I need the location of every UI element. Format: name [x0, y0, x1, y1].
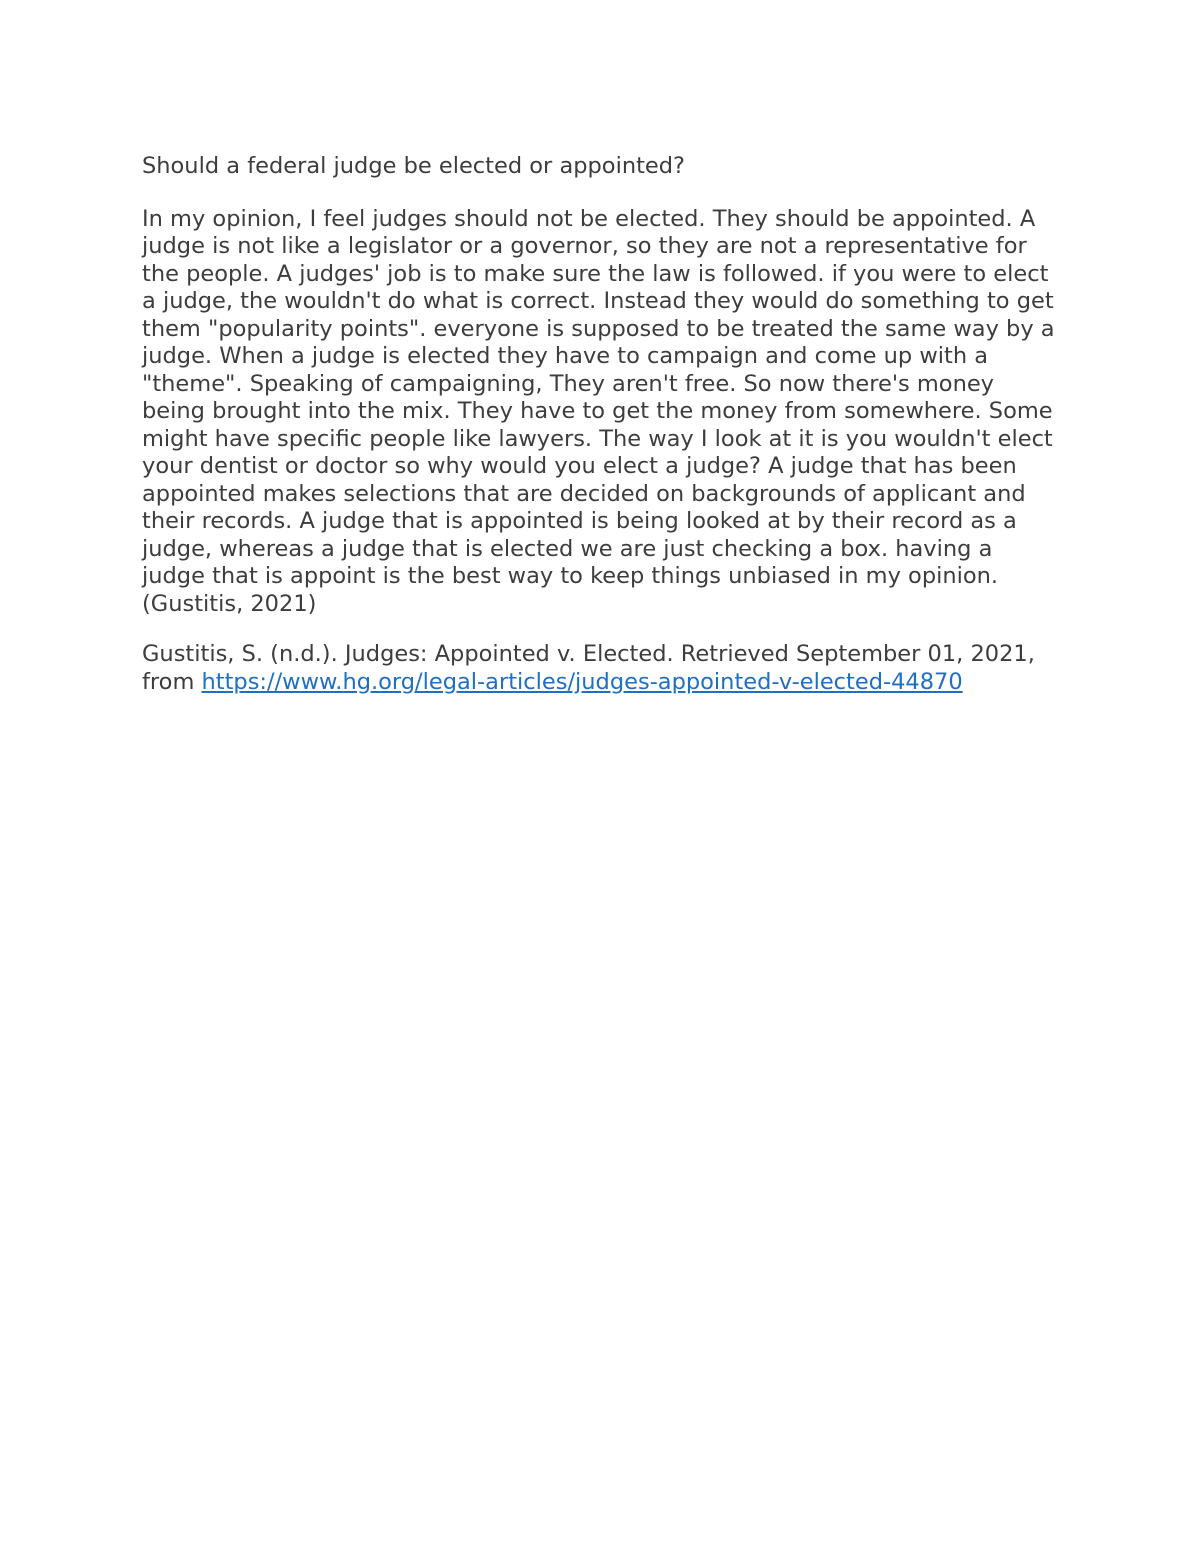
reference-text: Gustitis, S. (n.d.). Judges: Appointed v. Elected. Retrieved September 01, 2021, from — [142, 641, 1035, 695]
reference-link[interactable]: https://www.hg.org/legal-articles/judges-appointed-v-elected-44870 — [201, 668, 963, 695]
document-title: Should a federal judge be elected or appointed? — [142, 153, 685, 179]
body-paragraph: In my opinion, I feel judges should not be elected. They should be appointed. A judge is not like a legislator or a governor, so they are not a representative for the people. A judges' job is to make sure the law is followed. if you were to elect a judge, the wouldn't do what is correct. Instead they would do something to get them "popularity points". everyone is supposed to be treated the same way by a judge. When a judge is elected they have to campaign and come up with a "theme". Speaking of campaigning, They aren't free. So now there's money being brought into the mix. They have to get the money from somewhere. Some might have specific people like lawyers. The way I look at it is you wouldn't elect your dentist or doctor so why would you elect a judge? A judge that has been appointed makes selections that are decided on backgrounds of applicant and their records. A judge that is appointed is being looked at by their record as a judge, whereas a judge that is elected we are just checking a box. having a judge that is appoint is the best way to keep things unbiased in my opinion. (Gustitis, 2021) — [142, 205, 1055, 617]
reference-paragraph — [142, 641, 1062, 696]
document-content — [142, 153, 1062, 696]
